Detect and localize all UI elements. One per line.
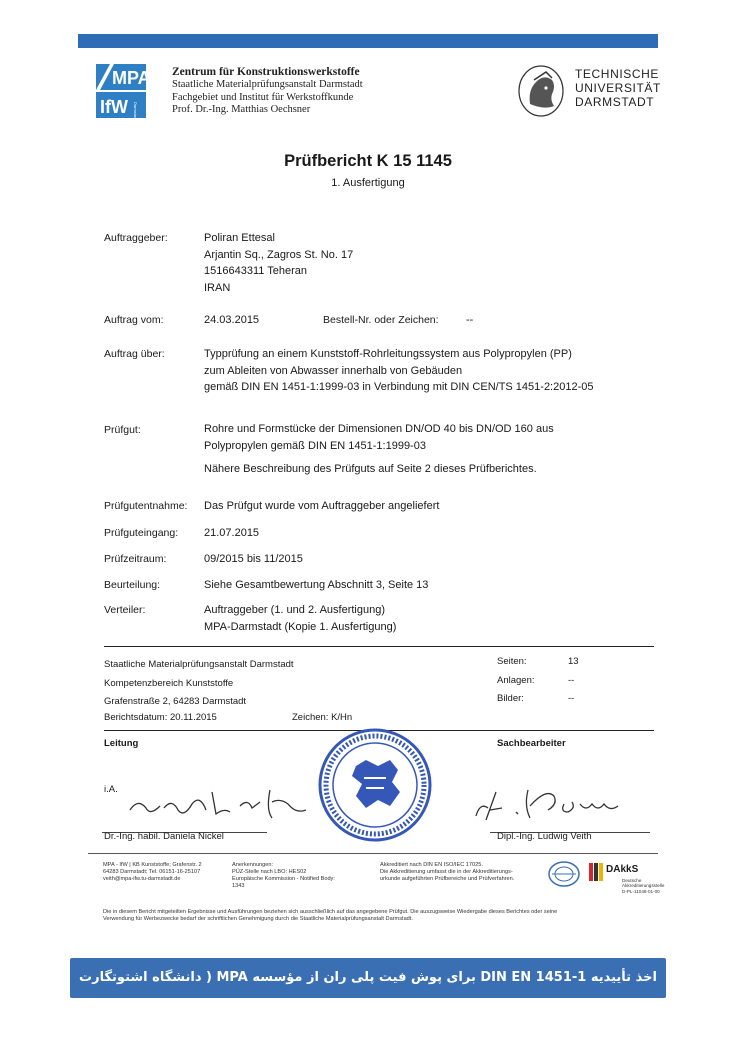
top-color-bar	[78, 34, 658, 48]
meta-line: Kompetenzbereich Kunststoffe	[104, 677, 234, 689]
bilder-value: --	[568, 693, 575, 704]
footer-line: veith@mpa-ifw.tu-darmstadt.de	[103, 876, 181, 882]
footer-line: Die in diesem Bericht mitgeteilten Ergebnisse und Ausführungen beziehen sich ausschließlich auf das angegebene Prüfgut. Die auszugsweise Wiedergabe dieses Berichtes oder seine	[103, 909, 558, 915]
pruefgut-label: Prüfgut:	[104, 424, 141, 436]
dakks-sub	[622, 878, 664, 894]
address-line: 1516643311 Teheran	[204, 265, 307, 277]
institute-line: Fachgebiet und Institut für Werkstoffkunde	[172, 91, 354, 103]
footer-line: Anerkennungen:	[232, 862, 274, 868]
text-line: gemäß DIN EN 1451-1:1999-03 in Verbindung mit DIN CEN/TS 1451-2:2012-05	[204, 381, 594, 393]
verteiler-value	[204, 602, 396, 635]
text-line: zum Ableiten von Abwasser innerhalb von Gebäuden	[204, 364, 463, 377]
tud-line: UNIVERSITÄT	[575, 81, 661, 95]
dakks-name: DAkkS	[606, 864, 639, 875]
footer-recognitions	[232, 862, 335, 890]
text-line: Rohre und Formstücke der Dimensionen DN/OD 40 bis DN/OD 160 aus	[204, 423, 554, 435]
caption-banner-text: اخذ تأییدیه DIN EN 1451-1 برای پوش فیت پلی ران از مؤسسه MPA ( دانشگاه اشتوتگارت آلمان )	[79, 970, 657, 1025]
footer-line: 1343	[232, 883, 245, 889]
auftrag-ueber-value	[204, 346, 594, 396]
zeitraum-label: Prüfzeitraum:	[104, 553, 167, 565]
report-title: Prüfbericht K 15 1145	[284, 152, 452, 170]
footer-line: PÜZ-Stelle nach LBO: HES02	[232, 869, 307, 875]
eingang-label: Prüfguteingang:	[104, 527, 179, 539]
institute-line: Staatliche Materialprüfungsanstalt Darmstadt	[172, 78, 363, 90]
darmstadt-logo-text: Darmstadt	[133, 102, 138, 120]
pruefgut-value	[204, 421, 554, 454]
institute-block	[172, 66, 363, 117]
right-signature	[468, 782, 628, 828]
seiten-value: 13	[568, 656, 579, 667]
sachbearbeiter-heading: Sachbearbeiter	[497, 738, 566, 749]
left-signature	[120, 780, 320, 830]
footer-line: Verwendung für Werbezwecke bedarf der schriftlichen Genehmigung durch die Staatliche Materialprüfungsanstalt Darmstadt.	[103, 916, 413, 922]
berichtsdatum: Berichtsdatum: 20.11.2015	[104, 712, 217, 723]
text-line: Typprüfung an einem Kunststoff-Rohrleitungssystem aus Polypropylen (PP)	[204, 348, 572, 360]
pruefgut-note: Nähere Beschreibung des Prüfguts auf Seite 2 dieses Prüfberichtes.	[204, 463, 537, 475]
auftraggeber-value	[204, 230, 353, 296]
bestell-label: Bestell-Nr. oder Zeichen:	[323, 314, 439, 326]
address-line: Poliran Ettesal	[204, 232, 275, 244]
footer-disclaimer	[103, 909, 653, 923]
ifw-logo-text: IfW	[100, 97, 128, 117]
text-line: Polypropylen gemäß DIN EN 1451-1:1999-03	[204, 439, 426, 452]
auftrag-vom-label: Auftrag vom:	[104, 314, 164, 326]
auftrag-ueber-label: Auftrag über:	[104, 348, 165, 360]
auftraggeber-label: Auftraggeber:	[104, 232, 168, 244]
address-line: IRAN	[204, 281, 231, 294]
tu-darmstadt-name	[575, 67, 661, 109]
ia-label: i.A.	[104, 784, 118, 795]
bilder-label: Bilder:	[497, 693, 524, 704]
zeitraum-value: 09/2015 bis 11/2015	[204, 553, 303, 565]
text-line: Auftraggeber (1. und 2. Ausfertigung)	[204, 604, 386, 616]
footer-accreditation	[380, 862, 514, 883]
leitung-heading: Leitung	[104, 738, 139, 749]
meta-line: Grafenstraße 2, 64283 Darmstadt	[104, 696, 247, 707]
footer-line: Deutsche	[622, 878, 642, 883]
meta-line: Staatliche Materialprüfungsanstalt Darmstadt	[104, 659, 294, 670]
footer-contact	[103, 862, 202, 883]
anlagen-label: Anlagen:	[497, 675, 535, 686]
anlagen-value: --	[568, 675, 575, 686]
auftrag-vom-value: 24.03.2015	[204, 314, 260, 326]
left-signatory-name: Dr.-Ing. habil. Daniela Nickel	[104, 831, 224, 842]
right-signatory-name: Dipl.-Ing. Ludwig Veith	[497, 831, 592, 842]
tud-line: TECHNISCHE	[575, 67, 660, 81]
verteiler-label: Verteiler:	[104, 604, 146, 616]
meta-left	[104, 656, 294, 712]
beurteilung-label: Beurteilung:	[104, 579, 161, 591]
athena-emblem-icon	[516, 64, 566, 118]
footer-line: urkunde aufgeführten Prüfbereiche und Prüfverfahren.	[380, 876, 515, 882]
footer-line: 64283 Darmstadt; Tel. 06151-16-25107	[103, 869, 201, 875]
divider	[104, 646, 654, 647]
institute-line: Prof. Dr.-Ing. Matthias Oechsner	[172, 104, 311, 116]
text-line: MPA-Darmstadt (Kopie 1. Ausfertigung)	[204, 620, 397, 633]
seiten-label: Seiten:	[497, 656, 527, 667]
official-seal-stamp	[316, 726, 434, 844]
institute-line: Zentrum für Konstruktionswerkstoffe	[172, 66, 360, 78]
entnahme-label: Prüfgutentnahme:	[104, 500, 188, 512]
footer-line: Akkreditiert nach DIN EN ISO/IEC 17025.	[380, 862, 483, 868]
entnahme-value: Das Prüfgut wurde vom Auftraggeber angeliefert	[204, 500, 440, 512]
zeichen: Zeichen: K/Hn	[292, 712, 353, 723]
footer-line: Akkreditierungsstelle	[622, 883, 665, 889]
footer-line: Die Akkreditierung umfasst die in der Akkreditierungs-	[380, 869, 513, 875]
eingang-value: 21.07.2015	[204, 527, 260, 539]
report-subtitle: 1. Ausfertigung	[331, 177, 405, 189]
mpa-ifw-logo	[90, 62, 152, 120]
footer-line: MPA - IfW | KB Kunststoffe; Grafenstr. 2	[103, 862, 202, 868]
ilac-mra-icon	[548, 860, 580, 888]
tud-line: DARMSTADT	[575, 95, 655, 109]
footer-divider	[88, 853, 658, 854]
bestell-value: --	[466, 314, 474, 326]
footer-line: Europäische Kommission - Notified Body:	[232, 876, 335, 882]
dakks-icon	[588, 862, 604, 882]
footer-line: D-PL-11048-01-00	[622, 888, 660, 894]
address-line: Arjantin Sq., Zagros St. No. 17	[204, 248, 354, 261]
beurteilung-value: Siehe Gesamtbewertung Abschnitt 3, Seite 13	[204, 579, 429, 591]
mpa-logo-text: MPA	[112, 68, 151, 88]
